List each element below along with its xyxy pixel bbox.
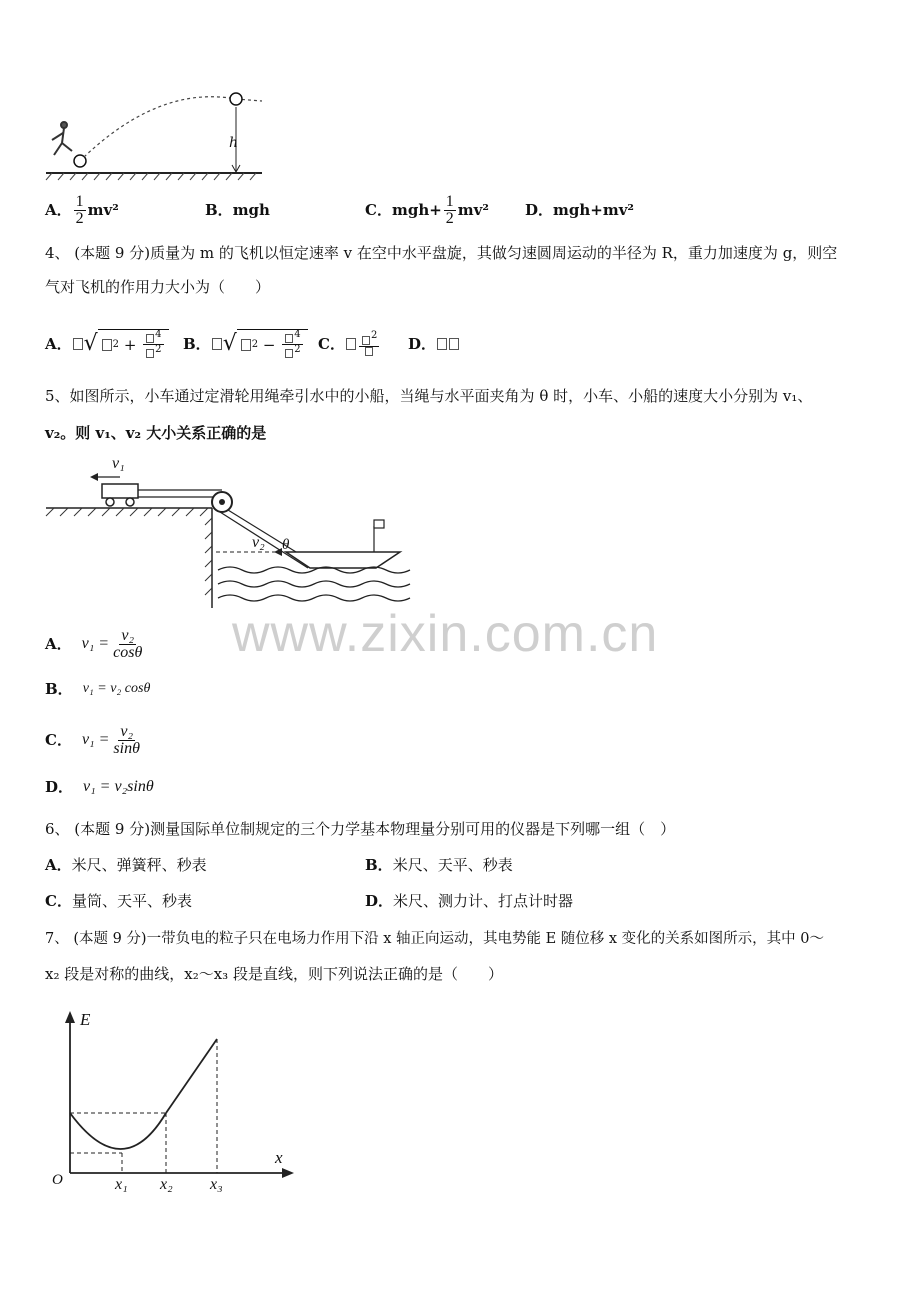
q3-option-a[interactable]: A． $\frac{1}{2}$ mv² <box>45 192 119 227</box>
q5-v1-label: v₁ <box>112 455 125 472</box>
q7-tick-x1: x₁ <box>115 1176 128 1193</box>
q7-tick-x3: x₃ <box>210 1176 223 1193</box>
q7-origin-label: O <box>52 1172 63 1188</box>
cart-icon <box>102 484 138 498</box>
q3-option-c[interactable]: C． mgh+ $\frac{1}{2}$ mv² <box>365 192 489 227</box>
q5-theta-label: θ <box>282 537 290 553</box>
q5-option-d[interactable]: D． v₁ = v₂sinθ <box>45 778 154 796</box>
q3-option-b[interactable]: B． mgh <box>205 201 270 219</box>
q7-axis-x-label: x <box>275 1148 283 1167</box>
q4-stem-line1: 4、 (本题 9 分)质量为 m 的飞机以恒定速率 v 在空中水平盘旋，其做匀速圆周运动的半径为 R，重力加速度为 g，则空 <box>45 244 838 262</box>
q5-option-a[interactable]: A． v₁ = $\frac{\text{v₂}}{\cos\theta}$ <box>45 626 143 661</box>
boat-icon <box>286 552 400 568</box>
q5-stem-line2: v₂。则 v₁、v₂ 大小关系正确的是 <box>45 424 267 442</box>
q6-option-d[interactable]: D．米尺、测力计、打点计时器 <box>365 892 574 910</box>
q7-stem-line2: x₂ 段是对称的曲线，x₂～x₃ 段是直线，则下列说法正确的是（ ） <box>45 965 503 983</box>
q4-option-d[interactable]: D． <box>408 326 460 362</box>
q5-figure <box>40 452 420 612</box>
q6-option-b[interactable]: B．米尺、天平、秒表 <box>365 856 513 874</box>
q3-h-label: h <box>229 135 239 151</box>
q5-option-c[interactable]: C． v₁ = $\frac{\text{v₂}}{\sin\theta}$ <box>45 722 140 757</box>
q4-option-c[interactable]: C． $^2$ <box>318 326 381 362</box>
q5-stem-line1: 5、如图所示，小车通过定滑轮用绳牵引水中的小船，当绳与水平面夹角为 θ 时，小车、小船的速度大小分别为 v₁、 <box>45 387 813 405</box>
q6-option-c[interactable]: C．量筒、天平、秒表 <box>45 892 192 910</box>
q4-stem-line2: 气对飞机的作用力大小为（ ） <box>45 278 271 296</box>
q6-option-a[interactable]: A．米尺、弹簧秤、秒表 <box>45 856 207 874</box>
q7-graph <box>40 1005 310 1195</box>
ball-top-icon <box>230 93 242 105</box>
q3-option-d[interactable]: D． mgh+mv² <box>525 201 635 219</box>
q5-option-b[interactable]: B． v₁ = v₂ cosθ <box>45 680 151 698</box>
q7-stem-line1: 7、 (本题 9 分)一带负电的粒子只在电场力作用下沿 x 轴正向运动，其电势能 E 随位移 x 变化的关系如图所示，其中 0～ <box>45 931 825 947</box>
q4-option-a[interactable]: A． √ 2 + $\frac{^4}{^2}$ <box>45 326 169 362</box>
q7-tick-x2: x₂ <box>160 1176 173 1193</box>
q4-option-b[interactable]: B． √ 2 − $\frac{^4}{^2}$ <box>183 326 308 362</box>
q5-v2-label: v₂ <box>252 534 265 551</box>
q6-stem: 6、 (本题 9 分)测量国际单位制规定的三个力学基本物理量分别可用的仪器是下列哪一组（ ） <box>45 820 676 838</box>
q7-axis-e-label: E <box>80 1010 91 1029</box>
watermark: www.zixin.com.cn <box>232 605 659 663</box>
player-icon <box>52 122 72 155</box>
